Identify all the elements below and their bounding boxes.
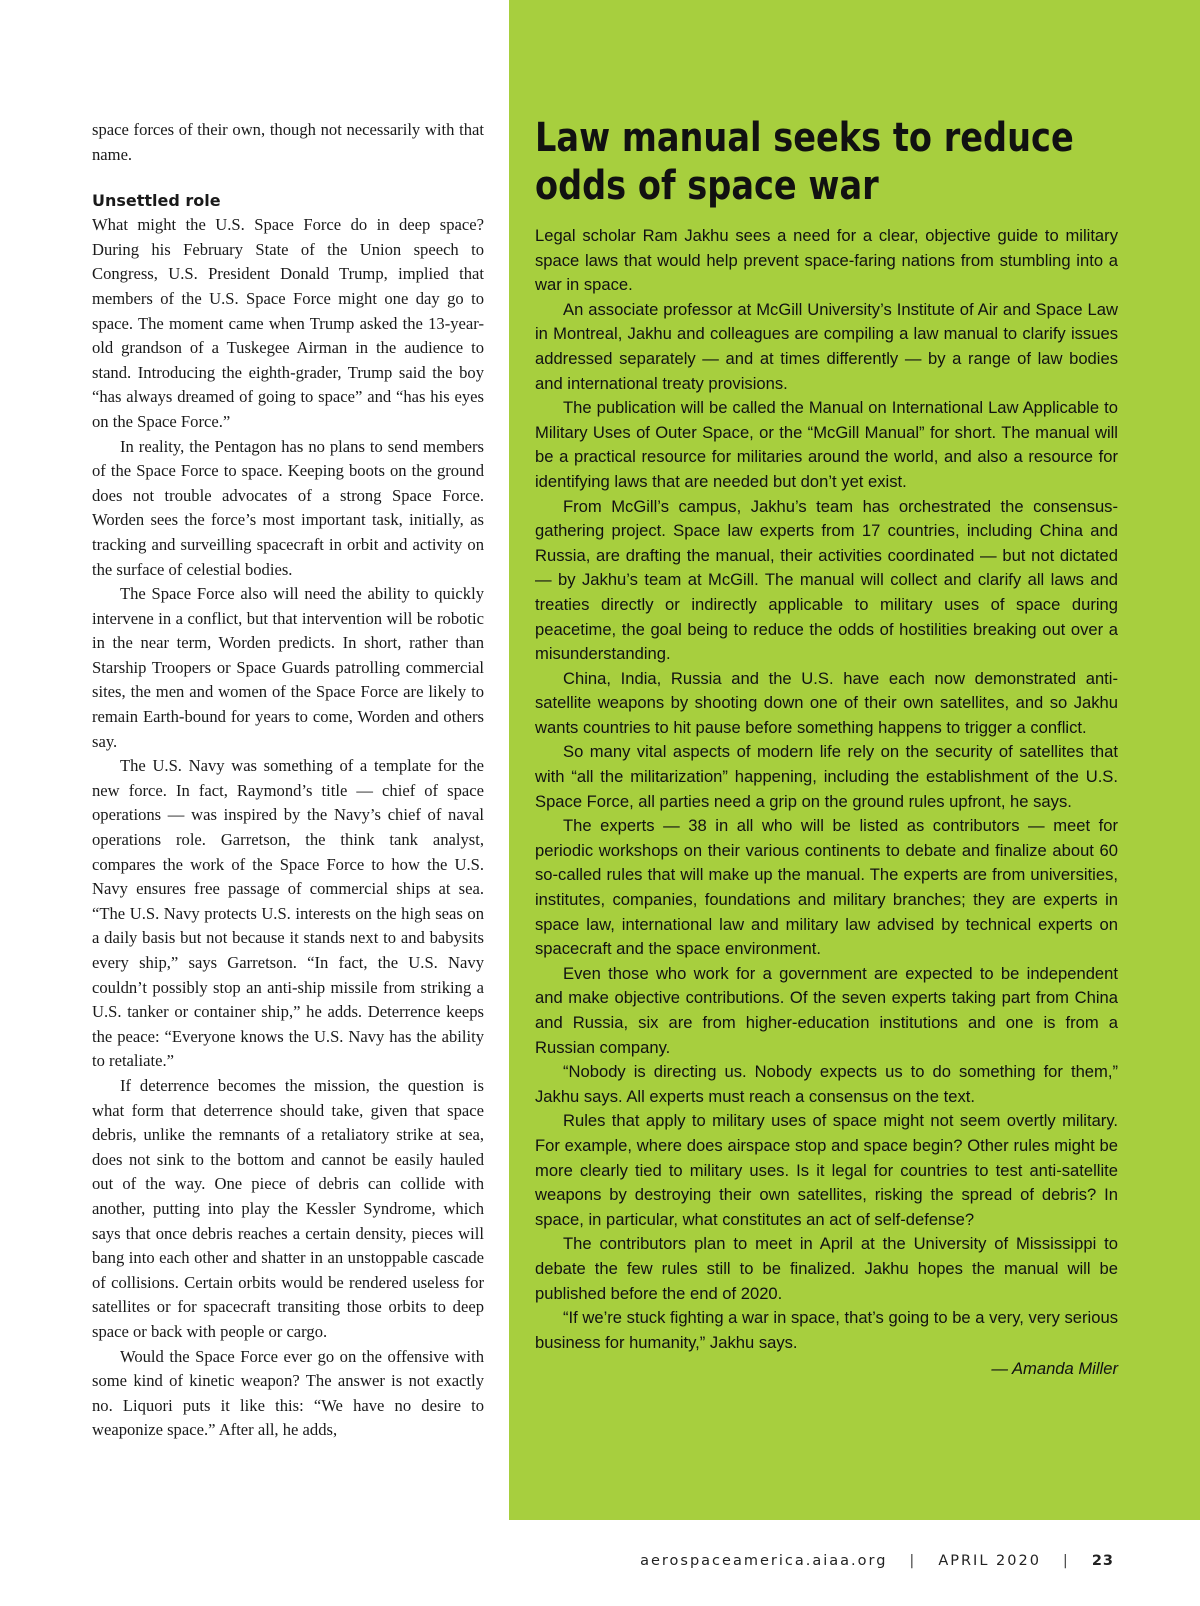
- article-paragraph: The U.S. Navy was something of a template for the new force. In fact, Raymond’s title — chief of space operations — was inspired by the Navy’s chief of naval operations role. Garretson, the think tank analyst, compares the work of the Space Force to how the U.S. Navy ensures free passage of commercial ships at sea. “The U.S. Navy protects U.S. interests on the high seas on a daily basis but not because it stands next to and babysits every ship,” says Garretson. “In fact, the U.S. Navy couldn’t possibly stop an anti-ship missile from striking a U.S. tanker or container ship,” he adds. Deterrence keeps the peace: “Everyone knows the U.S. Navy has the ability to retaliate.”: [92, 756, 484, 1071]
- sidebar-title: Law manual seeks to reduce odds of space war: [535, 115, 1074, 209]
- footer-separator: |: [1062, 1553, 1070, 1569]
- sidebar-lead: Legal scholar Ram Jakhu sees a need for a clear, objective guide to military space laws that would help prevent space-faring nations from stumbling into a war in space.: [535, 226, 1118, 295]
- sidebar-body: [535, 224, 1118, 1355]
- sidebar-paragraph: So many vital aspects of modern life rely on the security of satellites that with “all the militarization” happening, including the establishment of the U.S. Space Force, all parties need a grip on the ground rules upfront, he says.: [535, 742, 1118, 811]
- article-paragraph: If deterrence becomes the mission, the question is what form that deterrence should take, given that space debris, unlike the remnants of a retaliatory strike at sea, does not sink to the bottom and cannot be easily hauled out of the way. One piece of debris can collide with another, putting into play the Kessler Syndrome, which says that once debris reaches a certain density, pieces will bang into each other and shatter in an unstoppable cascade of collisions. Certain orbits would be rendered useless for satellites or for spacecraft transiting those orbits to deep space or back with people or cargo.: [92, 1075, 484, 1341]
- sidebar-box: [509, 0, 1200, 1520]
- footer-separator: |: [909, 1553, 917, 1569]
- article-paragraph: The Space Force also will need the ability to quickly intervene in a conflict, but that intervention will be robotic in the near term, Worden predicts. In short, rather than Starship Troopers or Space Guards patrolling commercial sites, the men and women of the Space Force are likely to remain Earth-bound for years to come, Worden and others say.: [92, 584, 484, 751]
- sidebar-paragraph: China, India, Russia and the U.S. have each now demonstrated anti-satellite weapons by shooting down one of their own satellites, and so Jakhu wants countries to hit pause before something happens to trigger a conflict.: [535, 668, 1118, 737]
- section-heading: Unsettled role: [92, 191, 221, 211]
- sidebar-paragraph: “Nobody is directing us. Nobody expects us to do something for them,” Jakhu says. All experts must reach a consensus on the text.: [535, 1062, 1118, 1106]
- footer-issue-date: APRIL 2020: [938, 1553, 1041, 1569]
- sidebar-byline: — Amanda Miller: [991, 1359, 1118, 1379]
- sidebar-paragraph: “If we’re stuck fighting a war in space, that’s going to be a very, very serious business for humanity,” Jakhu says.: [535, 1308, 1118, 1352]
- footer-site-url: aerospaceamerica.aiaa.org: [640, 1553, 888, 1569]
- sidebar-paragraph: Rules that apply to military uses of space might not seem overtly military. For example, where does airspace stop and space begin? Other rules might be more clearly tied to military uses. Is it legal for countries to test anti-satellite weapons by destroying their own satellites, risking the spread of debris? In space, in particular, what constitutes an act of self-defense?: [535, 1111, 1118, 1229]
- sidebar-paragraph: The contributors plan to meet in April at the University of Mississippi to debate the few rules still to be finalized. Jakhu hopes the manual will be published before the end of 2020.: [535, 1234, 1118, 1303]
- sidebar-paragraph: The publication will be called the Manual on International Law Applicable to Military Uses of Outer Space, or the “McGill Manual” for short. The manual will be a practical resource for militaries around the world, and also a resource for identifying laws that are needed but don’t yet exist.: [535, 398, 1118, 491]
- sidebar-paragraph: From McGill’s campus, Jakhu’s team has orchestrated the consensus-gathering project. Space law experts from 17 countries, including China and Russia, are drafting the manual, their activities coordinated — but not dictated — by Jakhu’s team at McGill. The manual will collect and clarify all laws and treaties directly or indirectly applicable to military uses of space during peacetime, the goal being to reduce the odds of hostilities breaking out over a misunderstanding.: [535, 496, 1118, 664]
- article-paragraph: What might the U.S. Space Force do in deep space? During his February State of the Union speech to Congress, U.S. President Donald Trump, implied that members of the U.S. Space Force might one day go to space. The moment came when Trump asked the 13-year-old grandson of a Tuskegee Airman in the audience to stand. Introducing the eighth-grader, Trump said the boy “has always dreamed of going to space” and “has his eyes on the Space Force.”: [92, 215, 484, 431]
- article-paragraph: In reality, the Pentagon has no plans to send members of the Space Force to space. Keeping boots on the ground does not trouble advocates of a strong Space Force. Worden sees the force’s most important task, initially, as tracking and surveilling spacecraft in orbit and activity on the surface of celestial bodies.: [92, 436, 484, 579]
- sidebar-paragraph: Even those who work for a government are expected to be independent and make objective contributions. Of the seven experts taking part from China and Russia, six are from higher-education institutions and one is from a Russian company.: [535, 963, 1118, 1057]
- page-footer: [640, 1553, 1114, 1569]
- sidebar-content: [535, 114, 1118, 1379]
- article-main-column: [92, 118, 484, 1443]
- article-intro-text: space forces of their own, though not necessarily with that name.: [92, 120, 484, 164]
- sidebar-paragraph: An associate professor at McGill University’s Institute of Air and Space Law in Montreal, Jakhu and colleagues are compiling a law manual to clarify issues addressed separately — and at times differently — by a range of law bodies and international treaty provisions.: [535, 299, 1118, 393]
- page-number: 23: [1091, 1553, 1114, 1569]
- sidebar-paragraph: The experts — 38 in all who will be listed as contributors — meet for periodic workshops on their various continents to debate and finalize about 60 so-called rules that will make up the manual. The experts are from universities, institutes, companies, foundations and military branches; they are experts in space law, international law and military law advised by technical experts on spacecraft and the space environment.: [535, 816, 1118, 959]
- article-paragraph: Would the Space Force ever go on the offensive with some kind of kinetic weapon? The answer is not exactly no. Liquori puts it like this: “We have no desire to weaponize space.” After all, he adds,: [92, 1346, 484, 1440]
